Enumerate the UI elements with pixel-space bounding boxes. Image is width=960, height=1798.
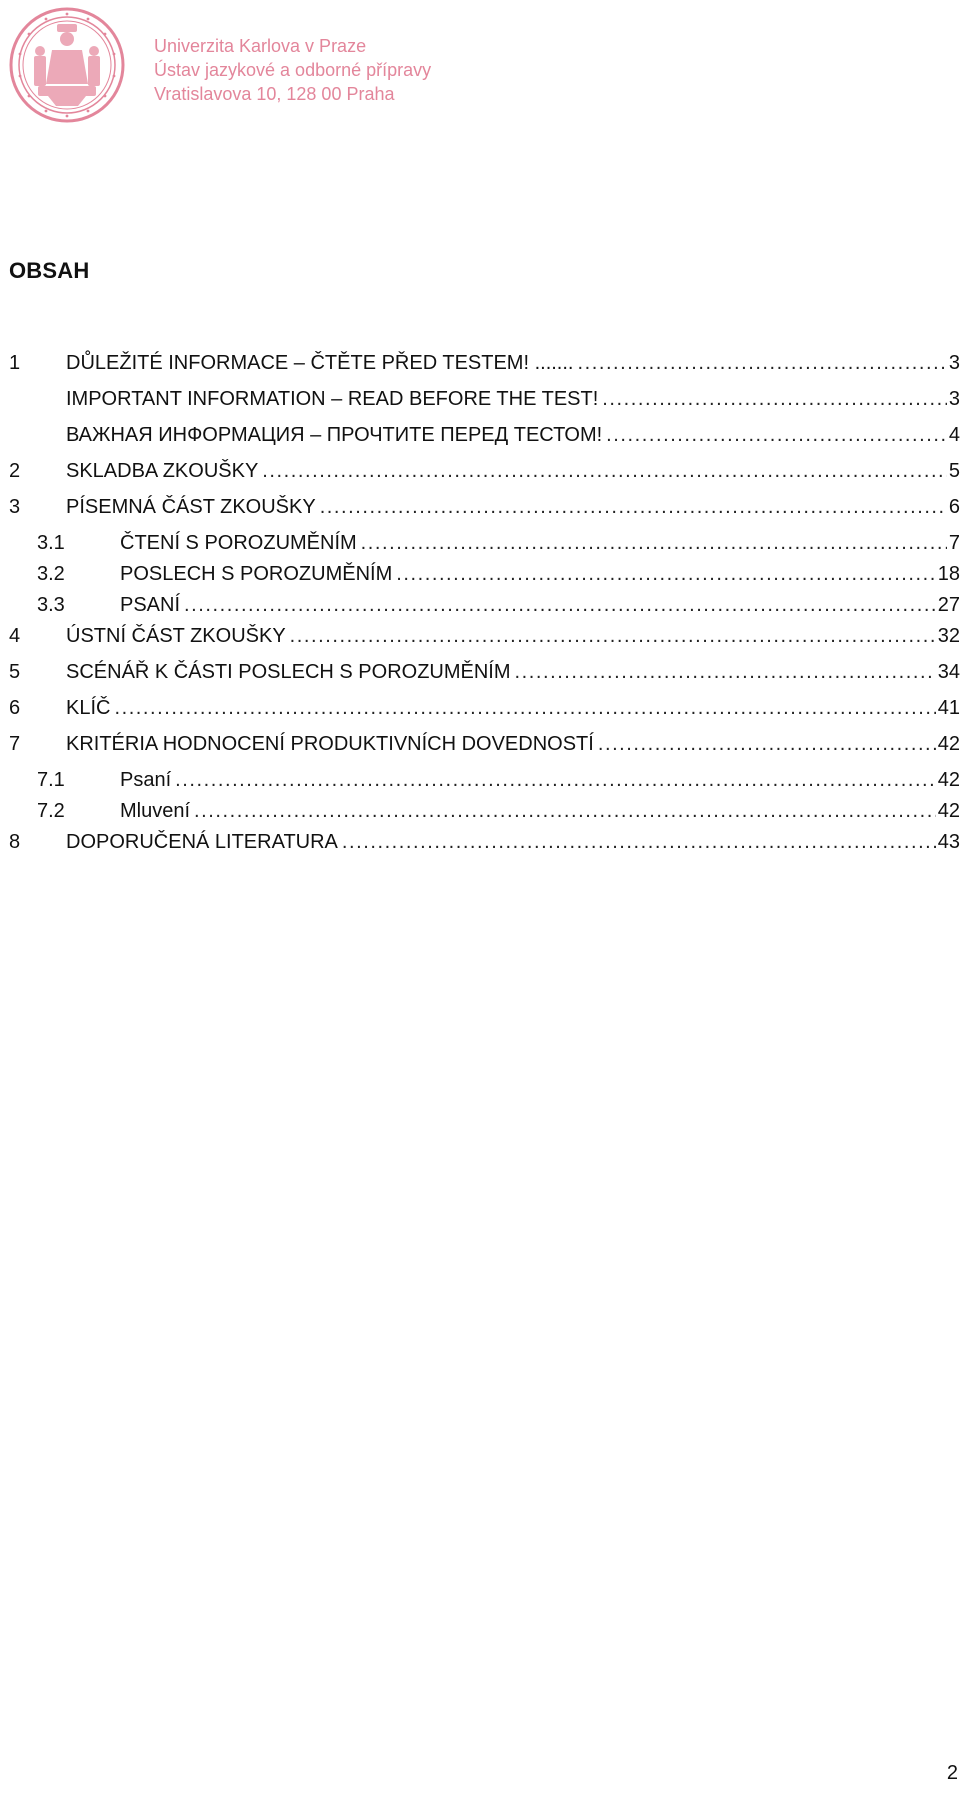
toc-entry-number: 5 bbox=[9, 661, 21, 683]
toc-entry[interactable] bbox=[9, 460, 960, 496]
toc-entry-number: 8 bbox=[9, 831, 21, 853]
toc-entry-number: 7.1 bbox=[37, 769, 65, 791]
toc-entry-title: SCÉNÁŘ K ČÁSTI POSLECH S POROZUMĚNÍM bbox=[66, 661, 511, 683]
page-number: 2 bbox=[946, 1762, 958, 1784]
toc-entry[interactable] bbox=[9, 697, 960, 733]
toc-entry-page: 6 bbox=[948, 496, 960, 518]
toc-entry[interactable] bbox=[9, 625, 960, 661]
toc-dot-leader bbox=[396, 563, 935, 586]
toc-dot-leader bbox=[290, 625, 936, 648]
toc-entry-number: 3.2 bbox=[37, 563, 65, 585]
toc-entry-page: 3 bbox=[948, 388, 960, 410]
toc-entry-title: DŮLEŽITÉ INFORMACE – ČTĚTE PŘED TESTEM! ....... bbox=[66, 352, 574, 374]
toc-entry-title: DOPORUČENÁ LITERATURA bbox=[66, 831, 338, 853]
toc-entry-number: 1 bbox=[9, 352, 21, 374]
toc-dot-leader bbox=[361, 532, 947, 555]
toc-entry-page: 3 bbox=[948, 352, 960, 374]
toc-entry-title: PÍSEMNÁ ČÁST ZKOUŠKY bbox=[66, 496, 316, 518]
toc-dot-leader bbox=[342, 831, 936, 854]
toc-entry-page: 32 bbox=[937, 625, 960, 647]
toc-entry-page: 34 bbox=[937, 661, 960, 683]
toc-entry-page: 18 bbox=[937, 563, 960, 585]
toc-entry-page: 42 bbox=[937, 800, 960, 822]
toc-entry-title: KRITÉRIA HODNOCENÍ PRODUKTIVNÍCH DOVEDNOSTÍ bbox=[66, 733, 594, 755]
toc-entry-page: 42 bbox=[937, 769, 960, 791]
toc-dot-leader bbox=[114, 697, 935, 720]
toc-entry-title: PSANÍ bbox=[120, 594, 181, 616]
toc-entry-number: 3 bbox=[9, 496, 21, 518]
toc-entry[interactable] bbox=[9, 769, 960, 800]
toc-dot-leader bbox=[515, 661, 936, 684]
toc-entry-page: 4 bbox=[948, 424, 960, 446]
toc-dot-leader bbox=[194, 800, 936, 823]
toc-entry[interactable] bbox=[9, 424, 960, 460]
toc-entry[interactable] bbox=[9, 388, 960, 424]
toc-entry-title: SKLADBA ZKOUŠKY bbox=[66, 460, 259, 482]
toc-entry-number: 3.3 bbox=[37, 594, 65, 616]
toc-entry-number: 3.1 bbox=[37, 532, 65, 554]
toc-entry-number: 7 bbox=[9, 733, 21, 755]
toc-entry-title: POSLECH S POROZUMĚNÍM bbox=[120, 563, 393, 585]
table-of-contents bbox=[9, 352, 960, 867]
toc-entry[interactable] bbox=[9, 831, 960, 867]
institution-address-line: Vratislavova 10, 128 00 Praha bbox=[154, 84, 395, 104]
toc-dot-leader bbox=[262, 460, 947, 483]
institution-department: Ústav jazykové a odborné přípravy bbox=[154, 60, 432, 80]
letterhead bbox=[8, 6, 708, 126]
toc-entry-title: IMPORTANT INFORMATION – READ BEFORE THE TEST! bbox=[66, 388, 599, 410]
toc-heading: OBSAH bbox=[9, 258, 90, 283]
toc-entry-page: 41 bbox=[937, 697, 960, 719]
toc-entry-page: 7 bbox=[948, 532, 960, 554]
toc-dot-leader bbox=[606, 424, 947, 447]
toc-entry[interactable] bbox=[9, 800, 960, 831]
toc-entry-title: ВАЖНАЯ ИНФОРМАЦИЯ – ПРОЧТИТЕ ПЕРЕД ТЕСТОМ! bbox=[66, 424, 603, 446]
institution-name: Univerzita Karlova v Praze bbox=[154, 36, 367, 56]
toc-entry-page: 5 bbox=[948, 460, 960, 482]
toc-dot-leader bbox=[184, 594, 936, 617]
toc-entry-title: Mluvení bbox=[120, 800, 191, 822]
toc-dot-leader bbox=[320, 496, 947, 519]
toc-entry-number: 4 bbox=[9, 625, 21, 647]
toc-entry-page: 43 bbox=[937, 831, 960, 853]
toc-entry[interactable] bbox=[9, 594, 960, 625]
toc-entry[interactable] bbox=[9, 532, 960, 563]
toc-dot-leader bbox=[602, 388, 947, 411]
toc-entry-title: ÚSTNÍ ČÁST ZKOUŠKY bbox=[66, 625, 286, 647]
toc-entry-page: 27 bbox=[937, 594, 960, 616]
institution-address bbox=[154, 34, 431, 106]
toc-entry[interactable] bbox=[9, 352, 960, 388]
toc-entry[interactable] bbox=[9, 661, 960, 697]
toc-entry[interactable] bbox=[9, 563, 960, 594]
toc-entry[interactable] bbox=[9, 496, 960, 532]
toc-entry-title: KLÍČ bbox=[66, 697, 111, 719]
toc-dot-leader bbox=[175, 769, 936, 792]
toc-entry[interactable] bbox=[9, 733, 960, 769]
university-seal-logo bbox=[8, 6, 126, 124]
toc-entry-number: 2 bbox=[9, 460, 21, 482]
toc-dot-leader bbox=[577, 352, 946, 375]
toc-entry-page: 42 bbox=[937, 733, 960, 755]
toc-entry-title: Psaní bbox=[120, 769, 172, 791]
toc-entry-title: ČTENÍ S POROZUMĚNÍM bbox=[120, 532, 357, 554]
toc-entry-number: 6 bbox=[9, 697, 21, 719]
toc-dot-leader bbox=[598, 733, 936, 756]
toc-entry-number: 7.2 bbox=[37, 800, 65, 822]
